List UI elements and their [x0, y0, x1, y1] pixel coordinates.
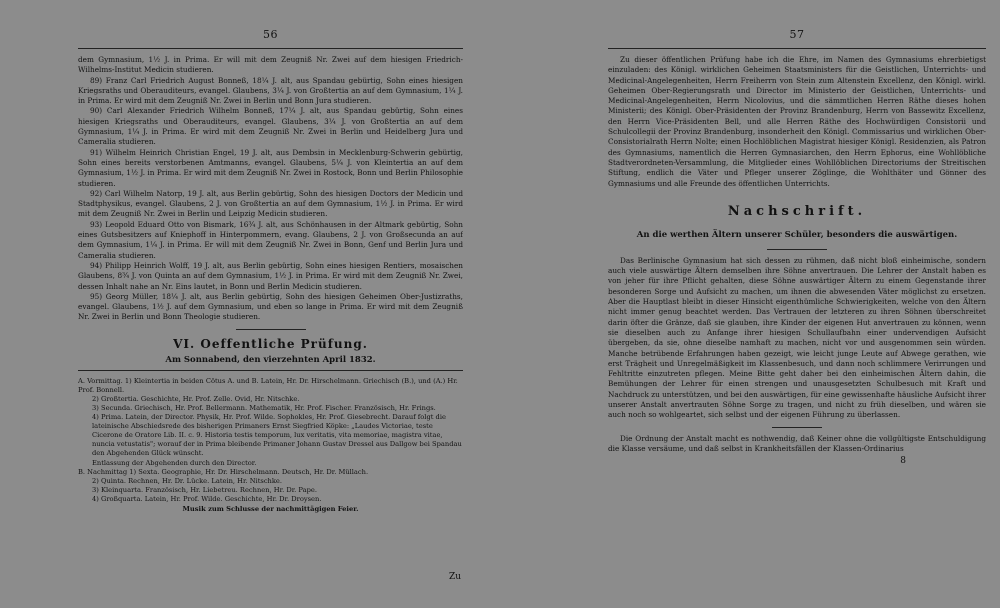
student-entry: 89) Franz Carl Friedrich August Bonneß, 18¼ J. alt, aus Spandau gebürtig, Sohn eines hiesigen Kriegsraths und Oberauditeurs, evangel. Glaubens, 3¼ J. von Großtertia an auf dem Gymnasium, 1¼ J. in Prima. Er wird mit dem Zeugniß Nr. Zwei in Berlin und Bonn Jura studieren.	[78, 75, 463, 106]
left-page	[78, 28, 463, 600]
nachschrift-title: Nachschrift.	[727, 203, 867, 219]
schedule-item: 4) Prima. Latein, der Director. Physik, Hr. Prof. Wilde. Sophokles, Hr. Prof. Giesebrecht. Darauf folgt die lateinische Abschiedsrede des bisherigen Primaners Ernst Siegfried Köpke: „Laudes Victoriae, teste Cicerone de Oratore Lib. II. c. 9. Historia testis temporum, lux veritatis, vita memoriae, magistra vitae, nuncia vetustatis"; worauf der in Prima bleibende Primaner Johann Gustav Dressel aus Dallgow bei Spandau den Abgehenden Glück wünscht.	[92, 413, 462, 458]
exam-schedule	[78, 377, 463, 514]
body-paragraph: Das Berlinische Gymnasium hat sich dessen zu rühmen, daß nicht bloß einheimische, sondern auch viele auswärtige Ältern demselben ihre Söhne anvertrauen. Die Lehrer der Anstalt haben es von jeher für ihre Pflicht gehalten, diese Söhne auswärtiger Ältern zu einem Gegenstande ihrer besonderen Sorge und Aufsicht zu machen, um ihnen die abwesenden Väter möglichst zu ersetzen. Aber die Hauptlast bleibt in dieser Hinsicht eigenthümliche Schwierigkeiten, welche von den Ältern nicht immer genug beachtet werden. Das Vertrauen der letzteren zu ihren Söhnen überschreitet darin öfter die Gränze, daß sie glauben, ihre Kinder der eigenen Hut anvertrauen zu können, wenn sie dieselben auch zu Anfange ihrer hiesigen Schullaufbahn einer undervendigen Aufsicht übergeben, da sie, ohne dieselbe namhaft zu machen, nicht vor und ausgenommen sein würden. Manche betrübende Erfahrungen haben gezeigt, wie leicht junge Leute auf Abwege gerathen, wie erst Trägheit und Unregelmäßigkeit im Klassenbesuch, und dann noch schlimmere Verirrungen und Fehltritte einzutreten pflegen. Meine Bitte geht daher bei den einheimischen Ältern dahin, die Bemühungen der Lehrer für einen strengen und unausgesetzten Schulbesuch mit Kraft und Nachdruck zu unterstützen, und bei den auswärtigen, für eine gewissenhafte häusliche Aufsicht ihrer unserer Anstalt anvertrauten Söhne Sorge zu tragen, und nicht zu früh dieselben, und wären sie auch noch so wohlgeartet, sich selbst und der eigenen Führung zu überlassen.	[608, 255, 986, 420]
catchword: Zu	[448, 571, 461, 582]
invitation-paragraph: Zu dieser öffentlichen Prüfung habe ich die Ehre, im Namen des Gymnasiums ehrerbietigst einzuladen: des Königl. wirklichen Geheimen Staatsministers für die Geistlichen, Unterrichts- und Medicinal-Angelegenheiten, Herrn Freiherrn von Stein zum Altenstein Excellenz, den Königl. wirkl. Geheimen Ober-Regierungsrath und Director im Ministerio der Geistlichen, Unterrichts- und Medicinal-Angelegenheiten, Herrn Nicolovius, und die sämmtlichen Herren Räthe dieses hohen Ministerii; des Königl. Ober-Präsidenten der Provinz Brandenburg, Herrn von Bassewitz Excellenz, den Herrn Vice-Präsidenten Bell, und alle Herren Räthe des Hochwürdigen Consistorii und Schulcollegii der Provinz Brandenburg, insonderheit den Königl. Commissarius und wirklichen Ober-Consistorialrath Herrn Nolte; einen Hochlöblichen Magistrat hiesiger Königl. Residenzien, als Patron des Gymnasiums, namentlich die Herren Gymnasiarchen, den Herrn Ephorus, eine Wohllöbliche Stadtverordneten-Versammlung, die Mitglieder eines Wohllöblichen Directoriums der Streitischen Stiftung, endlich die Väter und Pfleger unserer Zöglinge, die Wohlthäter und Gönner des Gymnasiums und alle Freunde des öffentlichen Unterrichts.	[608, 55, 986, 188]
section-subheading: Am Sonnabend, den vierzehnten April 1832.	[165, 354, 376, 365]
nachschrift-rule	[767, 249, 827, 250]
page-number: 57	[789, 28, 805, 41]
schedule-item: Entlassung der Abgehenden durch den Director.	[92, 458, 257, 467]
paragraph-divider	[772, 427, 822, 428]
schedule-item: 3) Kleinquarta. Französisch, Hr. Liebetreu. Rechnen, Hr. Dr. Pape.	[92, 485, 317, 494]
schedule-item: B. Nachmittag 1) Sexta. Geographie, Hr. Dr. Hirschelmann. Deutsch, Hr. Dr. Müllach.	[78, 467, 369, 476]
student-entry: 90) Carl Alexander Friedrich Wilhelm Bonneß, 17¼ J. alt, aus Spandau gebürtig, Sohn eines hiesigen Kriegsraths und Oberauditeurs, evangel. Glaubens, 3¼ J. von Großtertia an auf dem Gymnasium, 1¼ J. in Prima. Er wird mit dem Zeugniß Nr. Zwei in Berlin und Heidelberg Jura und Cameralia studieren.	[78, 106, 463, 147]
student-entry: 95) Georg Müller, 18¼ J. alt, aus Berlin gebürtig, Sohn des hiesigen Geheimen Ober-Justizraths, evangel. Glaubens, 1½ J. auf dem Gymnasium, und eben so lange in Prima. Er wird mit dem Zeugniß Nr. Zwei in Berlin und Bonn Theologie studieren.	[78, 291, 463, 322]
student-entry: 93) Leopold Eduard Otto von Bismark, 16¾ J. alt, aus Schönhausen in der Altmark gebürtig, Sohn eines Gutsbesitzers auf Kniephoff in Hinterpommern, evang. Glaubens, 2 J. von Großsecunda an auf dem Gymnasium, 1¼ J. in Prima. Er will mit dem Zeugniß Nr. Zwei in Bonn, Genf und Berlin Jura und Cameralia studieren.	[78, 219, 463, 260]
student-entry: 91) Wilhelm Heinrich Christian Engel, 19 J. alt, aus Dembsin in Mecklenburg-Schwerin gebürtig, Sohn eines bereits verstorbenen Amtmanns, evangel. Glaubens, 5¼ J. von Kleintertia an auf dem Gymnasium, 1½ J. in Prima. Er wird mit dem Zeugniß Nr. Zwei in Rostock, Bonn und Berlin Philosophie studieren.	[78, 147, 463, 188]
schedule-rule	[78, 370, 463, 371]
section-divider	[236, 329, 306, 330]
right-page	[608, 28, 986, 600]
section-heading: VI. Oeffentliche Prüfung.	[173, 336, 368, 351]
nachschrift-subtitle: An die werthen Ältern unserer Schüler, besonders die auswärtigen.	[636, 229, 958, 240]
signature-mark: 8	[900, 456, 906, 467]
schedule-item: 3) Secunda. Griechisch, Hr. Prof. Bellermann. Mathematik, Hr. Prof. Fischer. Französisch, Hr. Frings.	[92, 404, 436, 412]
student-entry: dem Gymnasium, 1½ J. in Prima. Er will mit dem Zeugniß Nr. Zwei auf dem hiesigen Friedrich-Wilhelms-Institut Medicin studieren.	[78, 55, 463, 75]
closing-note: Musik zum Schlusse der nachmittägigen Feier.	[182, 505, 359, 514]
student-entry: 94) Philipp Heinrich Wolff, 19 J. alt, aus Berlin gebürtig, Sohn eines hiesigen Rentiers, mosaischen Glaubens, 8¾ J. von Quinta an auf dem Gymnasium, 1½ J. in Prima. Er wird mit dem Zeugniß Nr. Zwei, dessen Inhalt nahe an Nr. Eins lautet, in Bonn und Berlin Medicin studieren.	[78, 260, 463, 291]
body-paragraph: Die Ordnung der Anstalt macht es nothwendig, daß Keiner ohne die vollgültigste Entschuldigung die Klasse versäume, und daß selbst in Krankheitsfällen der Klassen-Ordinarius	[608, 433, 986, 453]
schedule-item: 4) Großquarta. Latein, Hr. Prof. Wilde. Geschichte, Hr. Dr. Droysen.	[92, 494, 322, 503]
header-rule	[608, 48, 986, 49]
student-entry: 92) Carl Wilhelm Natorp, 19 J. alt, aus Berlin gebürtig, Sohn des hiesigen Doctors der Medicin und Stadtphysikus, evangel. Glaubens, 2 J. von Großtertia an auf dem Gymnasium, 1½ J. in Prima. Er wird mit dem Zeugniß Nr. Zwei in Berlin und Leipzig Medicin studieren.	[78, 188, 463, 219]
header-rule	[78, 48, 463, 49]
schedule-item: 2) Quinta. Rechnen, Hr. Dr. Lücke. Latein, Hr. Nitschke.	[92, 476, 283, 485]
schedule-item: 2) Großtertia. Geschichte, Hr. Prof. Zelle. Ovid, Hr. Nitschke.	[92, 394, 300, 403]
schedule-item: A. Vormittag. 1) Kleintertia in beiden Cötus A. und B. Latein, Hr. Dr. Hirschelmann. Griechisch (B.), und (A.) Hr. Prof. Bonnell.	[78, 376, 458, 394]
page-number: 56	[263, 28, 278, 41]
